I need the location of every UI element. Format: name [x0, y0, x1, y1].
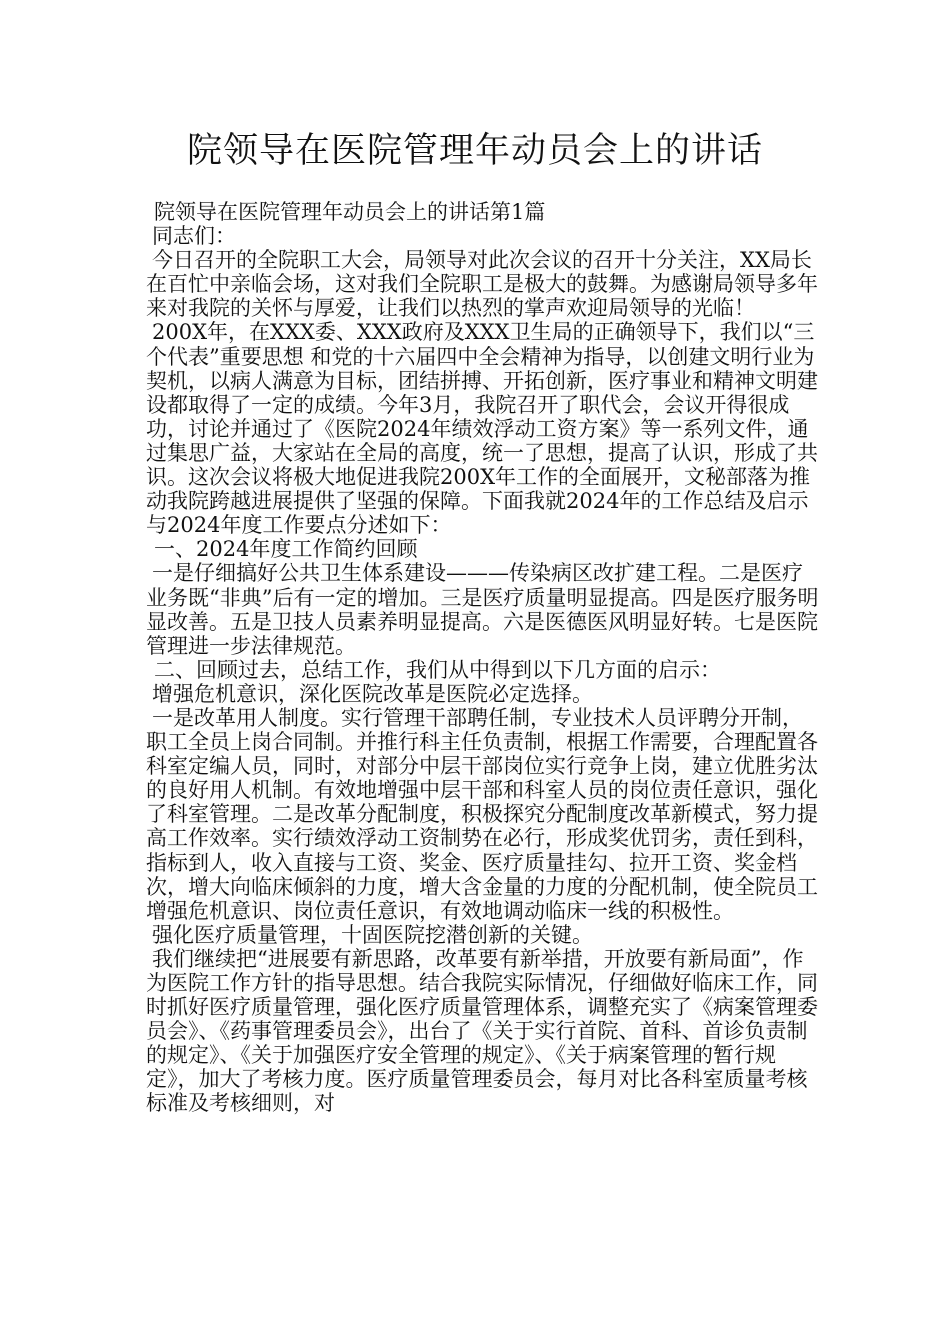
subheading-quality: 强化医疗质量管理，十固医院挖潜创新的关键。 — [152, 922, 593, 947]
document-title: 院领导在医院管理年动员会上的讲话 — [186, 131, 763, 171]
paragraph-quality: 我们继续把“进展要有新思路，改革要有新举措，开放要有新局面”，作为医院工作方针的指导思想。结合我院实际情况，仔细做好临床工作，同时抓好医疗质量管理，强化医疗质量管理体系，调整充实了《病案管理委员会》、《药事管理委员会》，出台了《关于实行首院、首科、首诊负责制的规定》、《关于加强医疗安全管理的规定》、《关于病案管理的暂行规定》，加大了考核力度。医疗质量管理委员会，每月对比各科室质量考核标准及考核细则，对 — [146, 946, 818, 1116]
paragraph-reform: 一是改革用人制度。实行管理干部聘任制，专业技术人员评聘分开制，职工全员上岗合同制。并推行科主任负责制，根据工作需要，合理配置各科室定编人员，同时，对部分中层干部岗位实行竞争上岗，建立优胜劣汰的良好用人机制。有效地增强中层干部和科室人员的岗位责任意识，强化了科室管理。二是改革分配制度，积极探究分配制度改革新模式，努力提高工作效率。实行绩效浮动工资制势在必行，形成奖优罚劣，责任到科，指标到人，收入直接与工资、奖金、医疗质量挂勾、拉开工资、奖金档次，增大向临床倾斜的力度，增大含金量的力度的分配机制，使全院员工增强危机意识、岗位责任意识，有效地调动临床一线的积极性。 — [146, 705, 818, 923]
paragraph-opening: 今日召开的全院职工大会，局领导对此次会议的召开十分关注，XX局长在百忙中亲临会场，这对我们全院职工是极大的鼓舞。为感谢局领导多年来对我院的关怀与厚爱，让我们以热烈的掌声欢迎局领导的光临！ — [146, 248, 818, 321]
section-heading-review: 一、2024年度工作简约回顾 — [154, 537, 418, 562]
section-heading-lessons: 二、回顾过去，总结工作，我们从中得到以下几方面的启示： — [154, 657, 721, 682]
paragraph-achievements: 200X年，在XXX委、XXX政府及XXX卫生局的正确领导下，我们以“三个代表”重要思想 和党的十六届四中全会精神为指导，以创建文明行业为契机，以病人满意为目标，团结拼搏、开拓创新，医疗事业和精神文明建设都取得了一定的成绩。今年3月，我院召开了职代会，会议开得很成功，讨论并通过了《医院2024年绩效浮动工资方案》等一系列文件，通过集思广益，大家站在全局的高度，统一了思想，提高了认识，形成了共识。这次会议将极大地促进我院200X年工作的全面展开，文秘部落为推动我院跨越进展提供了坚强的保障。下面我就2024年的工作总结及启示与2024年度工作要点分述如下： — [146, 320, 818, 538]
document-body — [146, 200, 822, 1116]
salutation: 同志们： — [152, 224, 236, 249]
paragraph-review: 一是仔细搞好公共卫生体系建设———传染病区改扩建工程。二是医疗业务既“非典”后有一定的增加。三是医疗质量明显提高。四是医疗服务明显改善。五是卫技人员素养明显提高。六是医德医风明显好转。七是医院管理进一步法律规范。 — [146, 561, 819, 658]
document-subtitle: 院领导在医院管理年动员会上的讲话第1篇 — [154, 200, 546, 224]
subheading-reform: 增强危机意识，深化医院改革是医院必定选择。 — [152, 681, 593, 706]
